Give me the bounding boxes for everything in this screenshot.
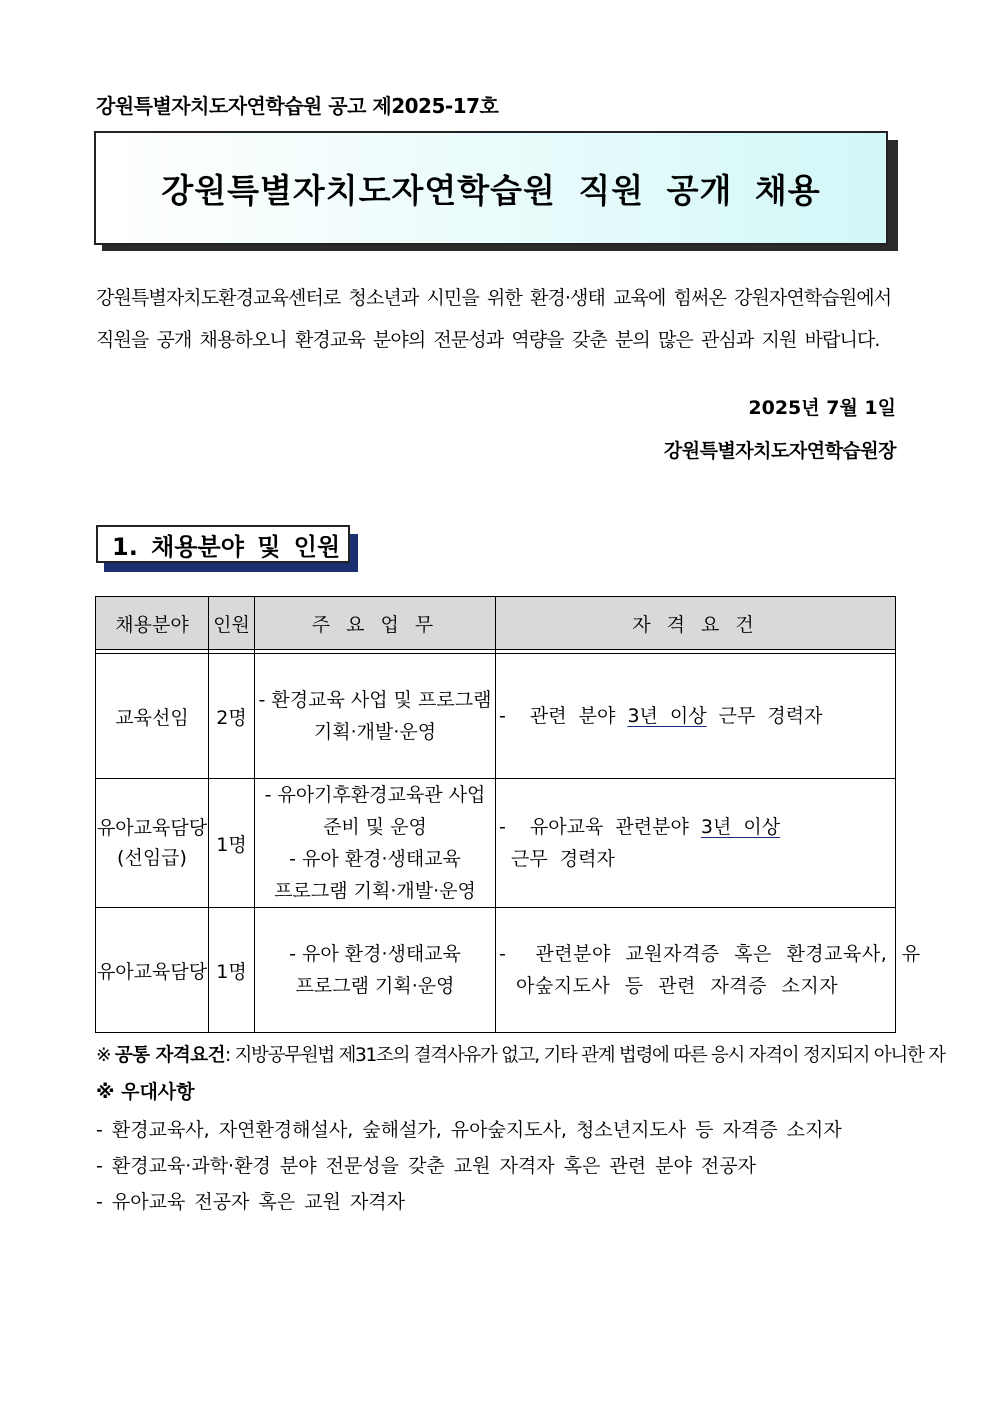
- table-row: [96, 779, 896, 908]
- duty-cell: - 환경교육 사업 및 프로그램 기획·개발·운영: [255, 654, 496, 779]
- qual-cell: - 유아교육 관련분야 3년 이상 근무 경력자: [496, 779, 896, 908]
- preferences-list: [96, 1112, 842, 1220]
- list-item: - 환경교육사, 자연환경해설사, 숲해설가, 유아숲지도사, 청소년지도사 등 자격증 소지자: [96, 1119, 842, 1141]
- issuer: 강원특별자치도자연학습원장: [663, 440, 896, 462]
- common-text: : 지방공무원법 제31조의 결격사유가 없고, 기타 관계 법령에 따른 응시 자격이 정지되지 아니한 자: [224, 1045, 945, 1066]
- header-duty: 주 요 업 무: [255, 597, 496, 650]
- field-cell: 유아교육담당 (선임급): [96, 779, 209, 908]
- qual-cell: - 관련분야 교원자격증 혹은 환경교육사, 유 아숲지도사 등 관련 자격증 소지자: [496, 908, 896, 1033]
- intro-paragraph: 강원특별자치도환경교육센터로 청소년과 시민을 위한 환경·생태 교육에 힘써온 강원자연학습원에서 직원을 공개 채용하오니 환경교육 분야의 전문성과 역량을 갖춘 분의 많은 관심과 지원 바랍니다.: [96, 287, 892, 351]
- preferences-heading: ※ 우대사항: [96, 1081, 195, 1103]
- notice-number: 강원특별자치도자연학습원 공고 제2025-17호: [96, 94, 499, 118]
- list-item: - 유아교육 전공자 혹은 교원 자격자: [96, 1191, 406, 1213]
- qual-cell: - 관련 분야 3년 이상 근무 경력자: [496, 654, 896, 779]
- list-item: - 환경교육·과학·환경 분야 전문성을 갖춘 교원 자격자 혹은 관련 분야 전공자: [96, 1155, 756, 1177]
- count-cell: 1명: [209, 908, 255, 1033]
- common-label: 공통 자격요건: [114, 1045, 225, 1066]
- header-count: 인원: [209, 597, 255, 650]
- header-qual: 자 격 요 건: [496, 597, 896, 650]
- section-title: 1. 채용분야 및 인원: [112, 532, 341, 561]
- table-row: [96, 908, 896, 1033]
- section-title-box: [96, 525, 350, 563]
- count-cell: 1명: [209, 779, 255, 908]
- table-row: [96, 654, 896, 779]
- duty-cell: - 유아 환경·생태교육 프로그램 기획·운영: [255, 908, 496, 1033]
- table-header-row: [96, 597, 896, 650]
- common-requirements: ※ 공통 자격요건: 지방공무원법 제31조의 결격사유가 없고, 기타 관계 법령에 따른 응시 자격이 정지되지 아니한 자: [96, 1045, 945, 1066]
- recruitment-table: [95, 596, 921, 1033]
- notice-date: 2025년 7월 1일: [748, 397, 896, 419]
- count-cell: 2명: [209, 654, 255, 779]
- title-box: [94, 131, 888, 245]
- duty-cell: - 유아기후환경교육관 사업 준비 및 운영 - 유아 환경·생태교육 프로그램 기획·개발·운영: [255, 779, 496, 908]
- field-cell: 유아교육담당: [96, 908, 209, 1033]
- field-cell: 교육선임: [96, 654, 209, 779]
- header-field: 채용분야: [96, 597, 209, 650]
- page-title: 강원특별자치도자연학습원 직원 공개 채용: [161, 170, 821, 210]
